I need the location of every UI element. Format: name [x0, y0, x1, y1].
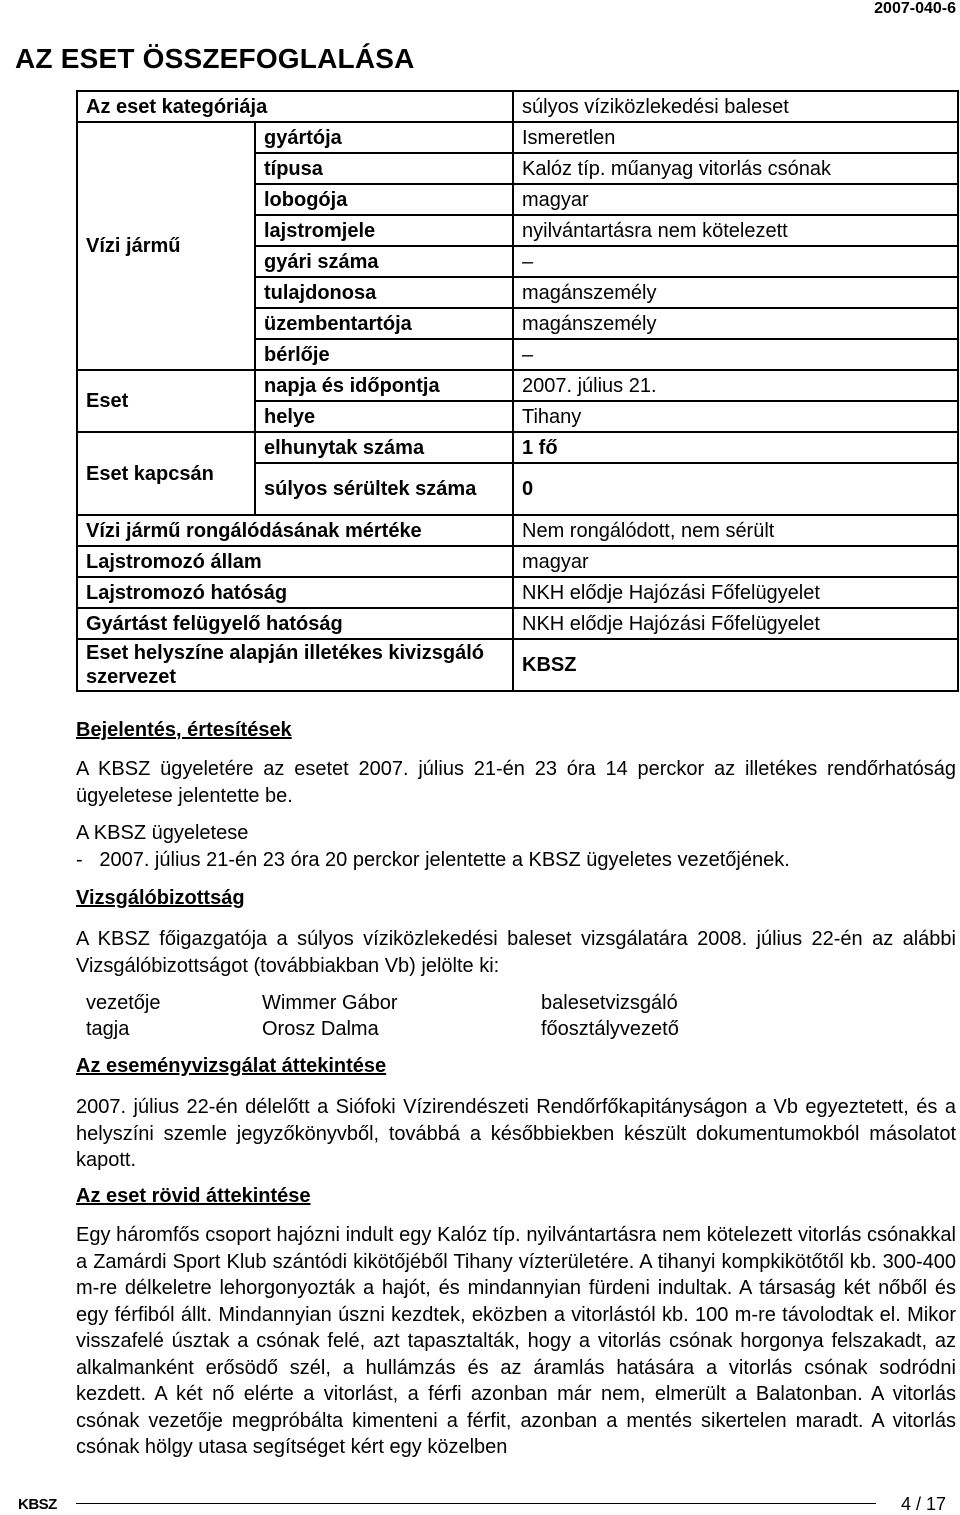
member-title: főosztályvezető: [541, 1018, 679, 1040]
vessel-field-label: lajstromjele: [255, 215, 513, 246]
related-field-value: 1 fő: [513, 432, 958, 463]
member-name: Orosz Dalma: [262, 1018, 379, 1040]
footer-divider: [76, 1503, 876, 1504]
table-row: [77, 546, 958, 577]
event-field-label: helye: [255, 401, 513, 432]
vessel-field-value: Ismeretlen: [513, 122, 958, 153]
vessel-field-label: típusa: [255, 153, 513, 184]
vessel-field-label: gyártója: [255, 122, 513, 153]
related-field-label: súlyos sérültek száma: [255, 463, 513, 515]
table-row: [77, 639, 958, 691]
vessel-field-label: bérlője: [255, 339, 513, 370]
vessel-field-value: magyar: [513, 184, 958, 215]
overview-paragraph: 2007. július 22-én délelőtt a Siófoki Vízirendészeti Rendőrfőkapitányságon a Vb egyeztetett, és a helyszíni szemle jegyzőkönyvből, továbbá a későbbiekben készült dokumentumokból másolatot kapott.: [76, 1096, 956, 1171]
vessel-label: Vízi jármű: [77, 122, 255, 370]
other-field-value: magyar: [513, 546, 958, 577]
vessel-field-value: magánszemély: [513, 308, 958, 339]
member-title: balesetvizsgáló: [541, 992, 678, 1014]
member-role: vezetője: [86, 992, 161, 1014]
table-row: [77, 91, 958, 122]
notification-line-duty: A KBSZ ügyeletese: [76, 822, 249, 844]
event-field-value: Tihany: [513, 401, 958, 432]
related-field-value: 0: [513, 463, 958, 515]
other-field-value: NKH elődje Hajózási Főfelügyelet: [513, 577, 958, 608]
vessel-field-value: nyilvántartásra nem kötelezett: [513, 215, 958, 246]
other-field-value: KBSZ: [513, 639, 958, 691]
vessel-field-value: –: [513, 339, 958, 370]
vessel-field-label: lobogója: [255, 184, 513, 215]
table-row: [77, 608, 958, 639]
member-name: Wimmer Gábor: [262, 992, 398, 1014]
brief-heading: Az eset rövid áttekintése: [76, 1185, 311, 1207]
table-row: [77, 577, 958, 608]
vessel-field-label: üzembentartója: [255, 308, 513, 339]
table-row: [77, 515, 958, 546]
notification-paragraph: A KBSZ ügyeletére az esetet 2007. július 21-én 23 óra 14 perckor az illetékes rendőrhatóság ügyeletese jelentette be.: [76, 758, 956, 807]
related-field-label: elhunytak száma: [255, 432, 513, 463]
overview-heading: Az eseményvizsgálat áttekintése: [76, 1055, 387, 1077]
notification-heading: Bejelentés, értesítések: [76, 719, 292, 741]
vessel-field-value: Kalóz típ. műanyag vitorlás csónak: [513, 153, 958, 184]
brief-paragraph: Egy háromfős csoport hajózni indult egy Kalóz típ. nyilvántartásra nem kötelezett vitorlás csónakkal a Zamárdi Sport Klub szántódi kikötőjéből Tihany vízterületére. A tihanyi kompkikötőtől kb. 300-400 m-re délkeletre lehorgonyozták a hajót, és mindannyian fürdeni indultak. A társaság két nőből és egy férfiból állt. Mindannyian úszni kezdtek, eközben a vitorlástól kb. 100 m-re távolodtak el. Mikor visszafelé úsztak a csónak felé, azt tapasztalták, hogy a vitorlás csónak horgonya felszakadt, az alkalmanként erősödő szél, a hullámzás és az áramlás hatására a vitorlás csónak sodródni kezdett. A két nő elérte a vitorlást, a férfi azonban már nem, elmerült a Balatonban. A vitorlás csónak vezetője megpróbálta kimenteni a férfit, azonban a mentés sikertelen maradt. A vitorlás csónak hölgy utasa segítséget kért egy közelben: [76, 1224, 956, 1458]
other-field-label: Lajstromozó állam: [77, 546, 513, 577]
table-row: [77, 432, 958, 463]
vessel-field-label: tulajdonosa: [255, 277, 513, 308]
other-field-label: Vízi jármű rongálódásának mértéke: [77, 515, 513, 546]
table-row: [77, 370, 958, 401]
committee-heading: Vizsgálóbizottság: [76, 887, 245, 909]
summary-table: [76, 90, 959, 692]
category-value: súlyos víziközlekedési baleset: [513, 91, 958, 122]
other-field-label: Gyártást felügyelő hatóság: [77, 608, 513, 639]
table-row: [77, 122, 958, 153]
page-title: AZ ESET ÖSSZEFOGLALÁSA: [15, 43, 415, 74]
related-label: Eset kapcsán: [77, 432, 255, 515]
event-field-label: napja és időpontja: [255, 370, 513, 401]
page-number: 4 / 17: [900, 1494, 946, 1514]
other-field-value: Nem rongálódott, nem sérült: [513, 515, 958, 546]
other-field-label: Eset helyszíne alapján illetékes kivizsgáló szervezet: [77, 639, 513, 691]
member-role: tagja: [86, 1018, 130, 1040]
vessel-field-value: –: [513, 246, 958, 277]
vessel-field-value: magánszemély: [513, 277, 958, 308]
committee-paragraph: A KBSZ főigazgatója a súlyos víziközlekedési baleset vizsgálatára 2008. július 22-én az alábbi Vizsgálóbizottságot (továbbiakban Vb) jelölte ki:: [76, 928, 956, 977]
category-label: Az eset kategóriája: [77, 91, 513, 122]
notification-line-report: - 2007. július 21-én 23 óra 20 perckor jelentette a KBSZ ügyeletes vezetőjének.: [76, 849, 790, 871]
other-field-label: Lajstromozó hatóság: [77, 577, 513, 608]
other-field-value: NKH elődje Hajózási Főfelügyelet: [513, 608, 958, 639]
event-label: Eset: [77, 370, 255, 432]
event-field-value: 2007. július 21.: [513, 370, 958, 401]
vessel-field-label: gyári száma: [255, 246, 513, 277]
kbsz-logo: KBSZ: [18, 1496, 57, 1513]
document-id: 2007-040-6: [874, 0, 956, 17]
